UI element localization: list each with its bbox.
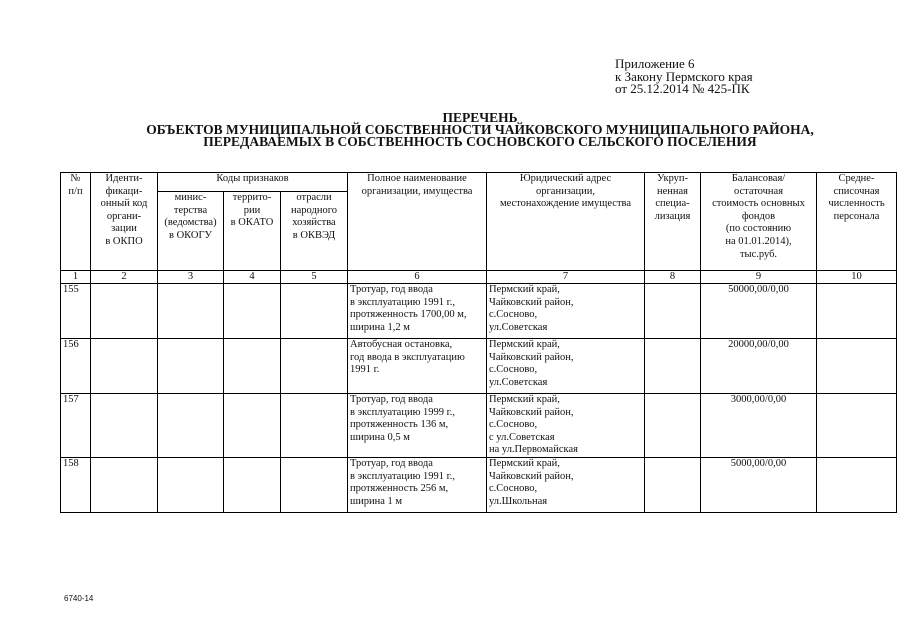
header-address: Юридический адрес организации, местонахождение имущества: [487, 173, 645, 271]
document-title: [60, 112, 900, 148]
header-row-1: [61, 173, 897, 192]
cell-okogu: [158, 284, 224, 339]
cell-headcount: [817, 284, 897, 339]
cell-address: Пермский край, Чайковский район, с.Сосново, ул.Советская: [487, 284, 645, 339]
table-row: [61, 339, 897, 394]
cell-okato: [224, 284, 281, 339]
cell-okogu: [158, 339, 224, 394]
cell-okpo: [91, 284, 158, 339]
appendix-line-3: от 25.12.2014 № 425-ПК: [615, 81, 750, 96]
column-number: 2: [91, 271, 158, 284]
header-num: № п/п: [61, 173, 91, 271]
cell-headcount: [817, 457, 897, 512]
table-row: [61, 284, 897, 339]
cell-specialization: [645, 394, 701, 458]
cell-okato: [224, 457, 281, 512]
document-code: 6740-14: [64, 594, 94, 603]
column-number: 3: [158, 271, 224, 284]
cell-headcount: [817, 394, 897, 458]
cell-specialization: [645, 284, 701, 339]
header-specialization: Укруп- ненная специа- лизация: [645, 173, 701, 271]
cell-name: Тротуар, год ввода в эксплуатацию 1999 г., протяженность 136 м, ширина 0,5 м: [348, 394, 487, 458]
cell-balance: 20000,00/0,00: [701, 339, 817, 394]
cell-okpo: [91, 339, 158, 394]
column-number: 5: [281, 271, 348, 284]
cell-num: 156: [61, 339, 91, 394]
cell-balance: 5000,00/0,00: [701, 457, 817, 512]
cell-okved: [281, 457, 348, 512]
appendix-line-1: Приложение 6: [615, 56, 695, 71]
cell-num: 157: [61, 394, 91, 458]
cell-num: 155: [61, 284, 91, 339]
cell-okato: [224, 394, 281, 458]
header-okogu: минис- терства (ведомства) в ОКОГУ: [158, 192, 224, 271]
column-number: 9: [701, 271, 817, 284]
column-number: 10: [817, 271, 897, 284]
table-row: [61, 457, 897, 512]
cell-okogu: [158, 457, 224, 512]
cell-address: Пермский край, Чайковский район, с.Сосново, с ул.Советская на ул.Первомайская: [487, 394, 645, 458]
column-number: 7: [487, 271, 645, 284]
column-number: 6: [348, 271, 487, 284]
cell-address: Пермский край, Чайковский район, с.Сосново, ул.Советская: [487, 339, 645, 394]
title-line-3: ПЕРЕДАВАЕМЫХ В СОБСТВЕННОСТЬ СОСНОВСКОГО СЕЛЬСКОГО ПОСЕЛЕНИЯ: [203, 134, 757, 149]
appendix-reference: [615, 58, 753, 96]
cell-address: Пермский край, Чайковский район, с.Сосново, ул.Школьная: [487, 457, 645, 512]
cell-okved: [281, 339, 348, 394]
cell-okpo: [91, 457, 158, 512]
header-name: Полное наименование организации, имущества: [348, 173, 487, 271]
table-row: [61, 394, 897, 458]
title-line-2: ОБЪЕКТОВ МУНИЦИПАЛЬНОЙ СОБСТВЕННОСТИ ЧАЙКОВСКОГО МУНИЦИПАЛЬНОГО РАЙОНА,: [146, 122, 814, 137]
cell-name: Тротуар, год ввода в эксплуатацию 1991 г., протяженность 256 м, ширина 1 м: [348, 457, 487, 512]
cell-name: Автобусная остановка, год ввода в эксплуатацию 1991 г.: [348, 339, 487, 394]
header-okato: террито- рии в ОКАТО: [224, 192, 281, 271]
cell-balance: 50000,00/0,00: [701, 284, 817, 339]
cell-okogu: [158, 394, 224, 458]
cell-okato: [224, 339, 281, 394]
header-codes-group: Коды признаков: [158, 173, 348, 192]
cell-headcount: [817, 339, 897, 394]
header-okved: отрасли народного хозяйства в ОКВЭД: [281, 192, 348, 271]
column-number: 8: [645, 271, 701, 284]
cell-specialization: [645, 339, 701, 394]
cell-name: Тротуар, год ввода в эксплуатацию 1991 г., протяженность 1700,00 м, ширина 1,2 м: [348, 284, 487, 339]
property-list-table: [60, 172, 897, 513]
cell-specialization: [645, 457, 701, 512]
column-number: 1: [61, 271, 91, 284]
cell-num: 158: [61, 457, 91, 512]
header-balance: Балансовая/ остаточная стоимость основных фондов (по состоянию на 01.01.2014), тыс.руб.: [701, 173, 817, 271]
header-okpo: Иденти- фикаци- онный код органи- зации в ОКПО: [91, 173, 158, 271]
appendix-line-2: к Закону Пермского края: [615, 68, 753, 84]
cell-okpo: [91, 394, 158, 458]
column-number: 4: [224, 271, 281, 284]
header-headcount: Средне- списочная численность персонала: [817, 173, 897, 271]
cell-okved: [281, 394, 348, 458]
cell-balance: 3000,00/0,00: [701, 394, 817, 458]
column-number-row: [61, 271, 897, 284]
cell-okved: [281, 284, 348, 339]
title-line-1: ПЕРЕЧЕНЬ: [442, 110, 518, 125]
